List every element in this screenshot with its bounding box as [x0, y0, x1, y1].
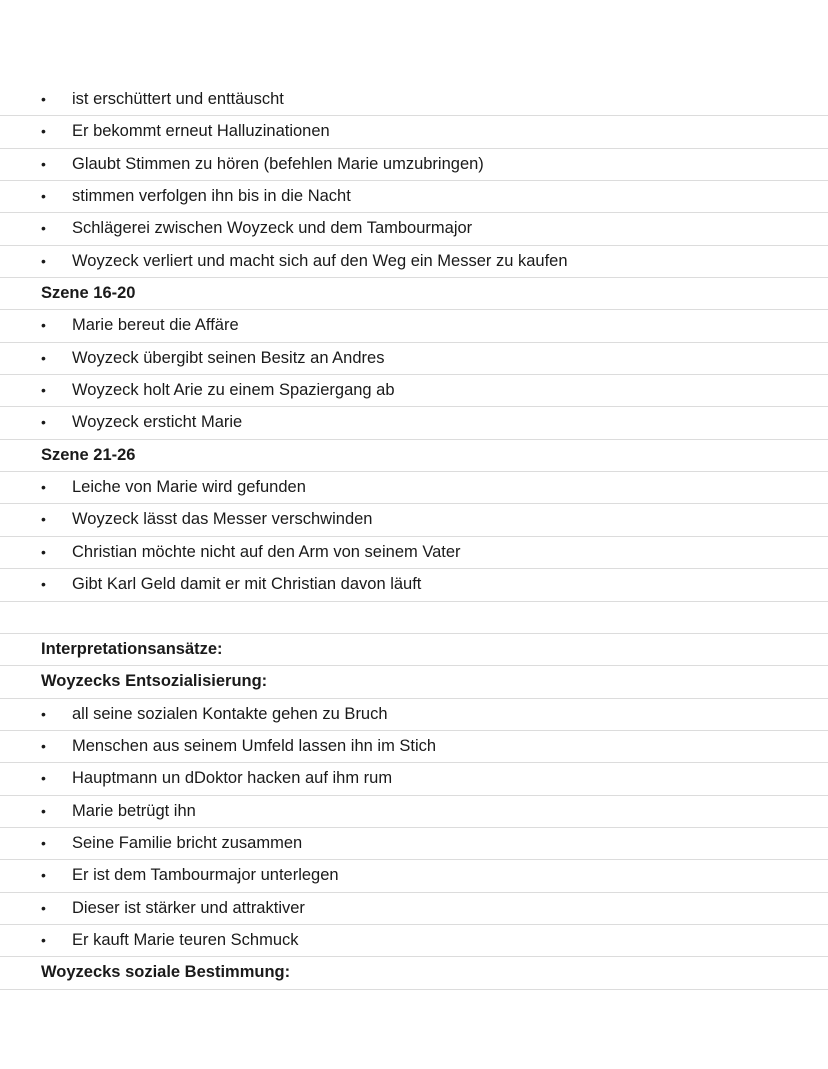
list-item: [0, 84, 828, 116]
list-item: [0, 181, 828, 213]
bullet-icon: •: [41, 155, 46, 172]
heading-text: Szene 16-20: [41, 284, 136, 303]
list-item-text: Seine Familie bricht zusammen: [72, 833, 303, 852]
blank-line: [0, 602, 828, 634]
bullet-icon: •: [41, 834, 46, 851]
list-item: [0, 407, 828, 439]
bullet-icon: •: [41, 543, 46, 560]
list-item-text: Christian möchte nicht auf den Arm von seinem Vater: [72, 542, 461, 561]
list-item: [0, 310, 828, 342]
bullet-icon: •: [41, 349, 46, 366]
bullet-icon: •: [41, 188, 46, 205]
section-heading: [0, 957, 828, 989]
list-item-text: Gibt Karl Geld damit er mit Christian davon läuft: [72, 575, 422, 594]
heading-text: Woyzecks soziale Bestimmung:: [41, 963, 291, 982]
list-item-text: Woyzeck lässt das Messer verschwinden: [72, 510, 373, 529]
bullet-icon: •: [41, 770, 46, 787]
list-item: [0, 116, 828, 148]
list-item: [0, 569, 828, 601]
section-heading: [0, 440, 828, 472]
section-heading: [0, 278, 828, 310]
list-item: [0, 504, 828, 536]
list-item-text: ist erschüttert und enttäuscht: [72, 90, 284, 108]
bullet-icon: •: [41, 414, 46, 431]
list-item: [0, 472, 828, 504]
bullet-icon: •: [41, 252, 46, 269]
list-item-text: Er ist dem Tambourmajor unterlegen: [72, 866, 339, 885]
bullet-icon: •: [41, 899, 46, 916]
list-item: [0, 828, 828, 860]
list-item: [0, 699, 828, 731]
list-item: [0, 893, 828, 925]
list-item: [0, 731, 828, 763]
list-item-text: Leiche von Marie wird gefunden: [72, 478, 306, 497]
bullet-icon: •: [41, 317, 46, 334]
list-item-text: Hauptmann un dDoktor hacken auf ihm rum: [72, 769, 393, 788]
bullet-icon: •: [41, 123, 46, 140]
bullet-icon: •: [41, 705, 46, 722]
list-item-text: all seine sozialen Kontakte gehen zu Bruch: [72, 704, 388, 723]
bullet-icon: •: [41, 91, 46, 107]
list-item: [0, 343, 828, 375]
list-item: [0, 796, 828, 828]
list-item-text: Er bekommt erneut Halluzinationen: [72, 122, 330, 141]
list-item: [0, 149, 828, 181]
section-heading: [0, 634, 828, 666]
list-item-text: Marie betrügt ihn: [72, 801, 196, 820]
list-item-text: Er kauft Marie teuren Schmuck: [72, 930, 299, 949]
list-item-text: stimmen verfolgen ihn bis in die Nacht: [72, 187, 351, 206]
bullet-icon: •: [41, 479, 46, 496]
bullet-icon: •: [41, 931, 46, 948]
bullet-icon: •: [41, 382, 46, 399]
heading-text: Szene 21-26: [41, 445, 136, 464]
list-item-text: Woyzeck verliert und macht sich auf den Weg ein Messer zu kaufen: [72, 251, 568, 270]
list-item-text: Woyzeck ersticht Marie: [72, 413, 243, 432]
heading-text: Woyzecks Entsozialisierung:: [41, 672, 268, 691]
list-item: [0, 860, 828, 892]
list-item-text: Woyzeck holt Arie zu einem Spaziergang ab: [72, 381, 395, 400]
bullet-icon: •: [41, 220, 46, 237]
bullet-icon: •: [41, 802, 46, 819]
bullet-icon: •: [41, 511, 46, 528]
bullet-icon: •: [41, 867, 46, 884]
list-item-text: Woyzeck übergibt seinen Besitz an Andres: [72, 348, 385, 367]
list-item-text: Glaubt Stimmen zu hören (befehlen Marie umzubringen): [72, 154, 484, 173]
list-item-text: Schlägerei zwischen Woyzeck und dem Tambourmajor: [72, 219, 473, 238]
list-item-text: Dieser ist stärker und attraktiver: [72, 898, 305, 917]
section-heading: [0, 666, 828, 698]
bullet-icon: •: [41, 737, 46, 754]
list-item: [0, 375, 828, 407]
list-item-text: Marie bereut die Affäre: [72, 316, 239, 335]
list-item: [0, 537, 828, 569]
list-item: [0, 763, 828, 795]
heading-text: Interpretationsansätze:: [41, 639, 223, 658]
list-item-text: Menschen aus seinem Umfeld lassen ihn im Stich: [72, 736, 437, 755]
list-item: [0, 925, 828, 957]
list-item: [0, 213, 828, 245]
notes-page: [0, 84, 828, 990]
bullet-icon: •: [41, 576, 46, 593]
list-item: [0, 246, 828, 278]
